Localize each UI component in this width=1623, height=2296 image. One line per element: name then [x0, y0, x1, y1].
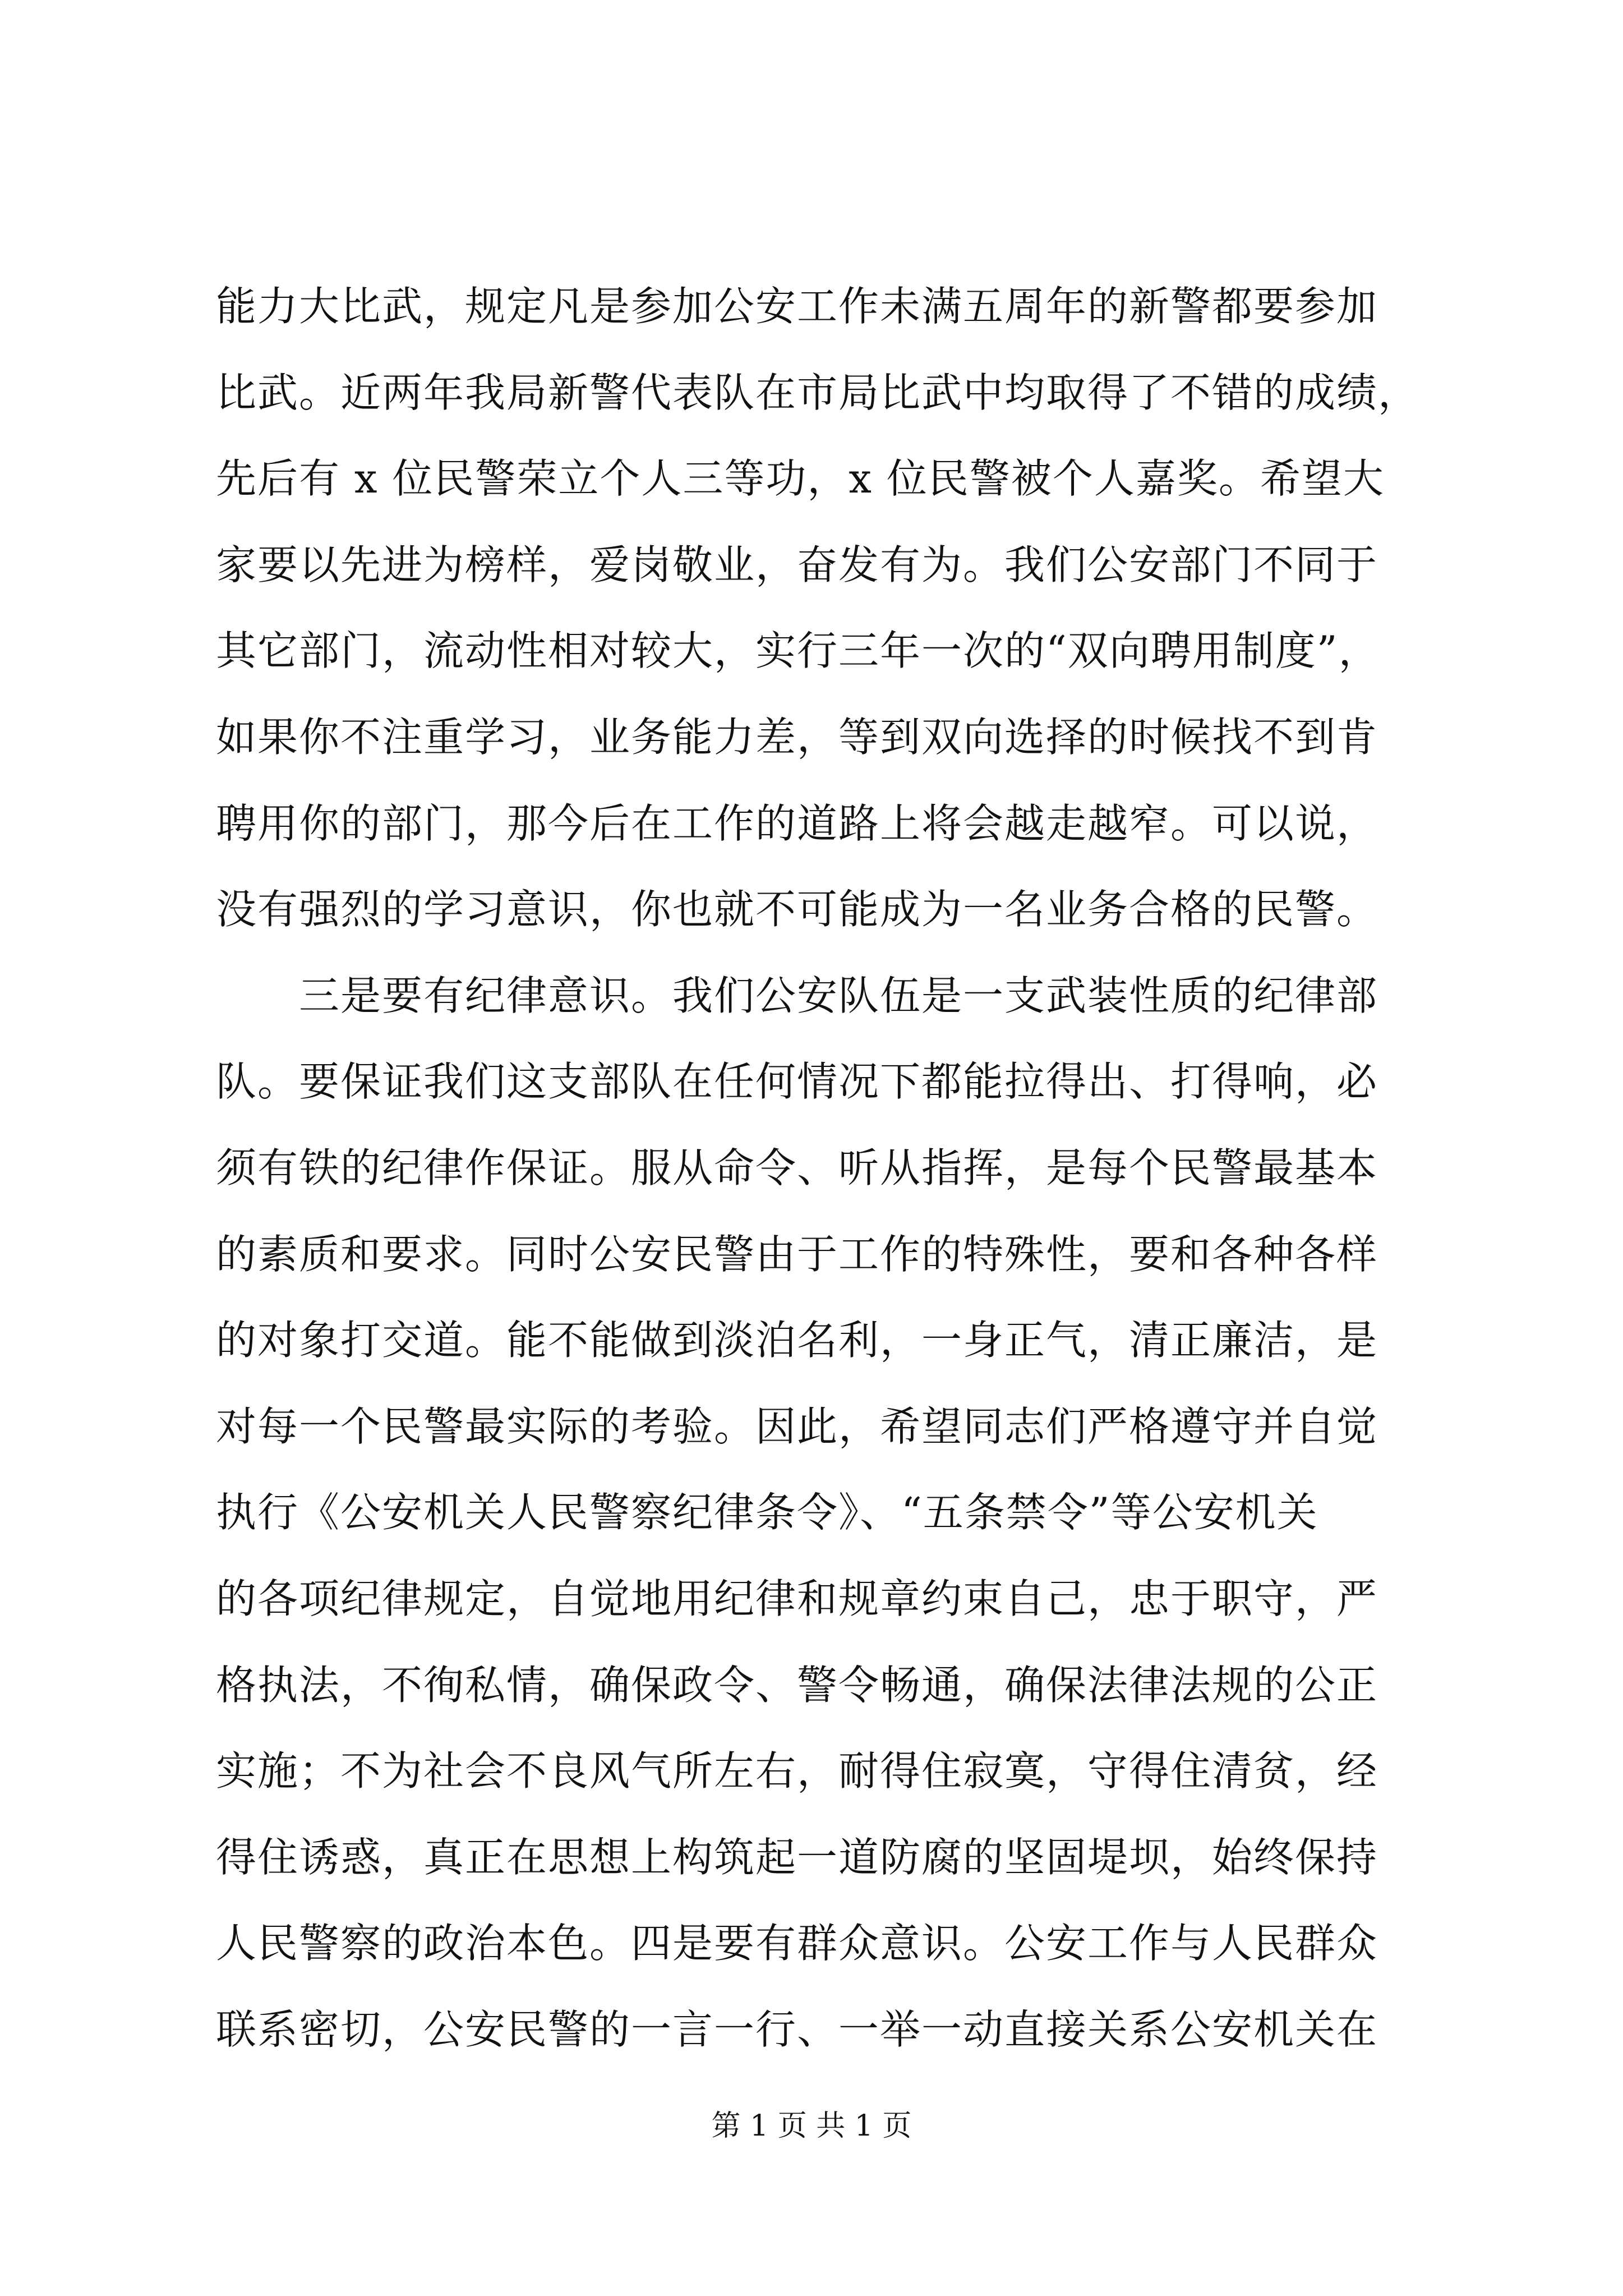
text-line: 家要以先进为榜样，爱岗敬业，奋发有为。我们公安部门不同于: [216, 541, 1378, 588]
text-line: 聘用你的部门，那今后在工作的道路上将会越走越窄。可以说，: [216, 799, 1378, 847]
page-number: 第 1 页 共 1 页: [711, 2109, 912, 2143]
text-line: 能力大比武，规定凡是参加公安工作未满五周年的新警都要参加: [216, 283, 1378, 330]
text-line: 格执法，不徇私情，确保政令、警令畅通，确保法律法规的公正: [216, 1661, 1378, 1709]
text-line: 的对象打交道。能不能做到淡泊名利，一身正气，清正廉洁，是: [216, 1317, 1378, 1364]
text-line: 队。要保证我们这支部队在任何情况下都能拉得出、打得响，必: [216, 1058, 1378, 1106]
text-line: 联系密切，公安民警的一言一行、一举一动直接关系公安机关在: [216, 2005, 1378, 2053]
text-line: 得住诱惑，真正在思想上构筑起一道防腐的坚固堤坝，始终保持: [216, 1833, 1378, 1881]
text-line: 三是要有纪律意识。我们公安队伍是一支武装性质的纪律部: [216, 972, 1378, 1019]
body-text: [216, 264, 1467, 2073]
text-line: 先后有 x 位民警荣立个人三等功，x 位民警被个人嘉奖。希望大: [216, 455, 1385, 503]
page-footer: [0, 2104, 1623, 2148]
text-line: 人民警察的政治本色。四是要有群众意识。公安工作与人民群众: [216, 1920, 1378, 1967]
text-line: 的素质和要求。同时公安民警由于工作的特殊性，要和各种各样: [216, 1230, 1378, 1278]
text-line: 的各项纪律规定，自觉地用纪律和规章约束自己，忠于职守，严: [216, 1575, 1378, 1622]
text-line: 没有强烈的学习意识，你也就不可能成为一名业务合格的民警。: [216, 886, 1378, 933]
text-line: 实施；不为社会不良风气所左右，耐得住寂寞，守得住清贫，经: [216, 1747, 1378, 1795]
text-line: 比武。近两年我局新警代表队在市局比武中均取得了不错的成绩，: [216, 369, 1420, 416]
text-line: 须有铁的纪律作保证。服从命令、听从指挥，是每个民警最基本: [216, 1144, 1378, 1191]
text-line: 执行《公安机关人民警察纪律条令》、“五条禁令”等公安机关: [216, 1489, 1318, 1536]
text-line: 其它部门，流动性相对较大，实行三年一次的“双向聘用制度”，: [216, 627, 1380, 675]
text-line: 如果你不注重学习，业务能力差，等到双向选择的时候找不到肯: [216, 713, 1378, 761]
text-line: 对每一个民警最实际的考验。因此，希望同志们严格遵守并自觉: [216, 1402, 1378, 1450]
